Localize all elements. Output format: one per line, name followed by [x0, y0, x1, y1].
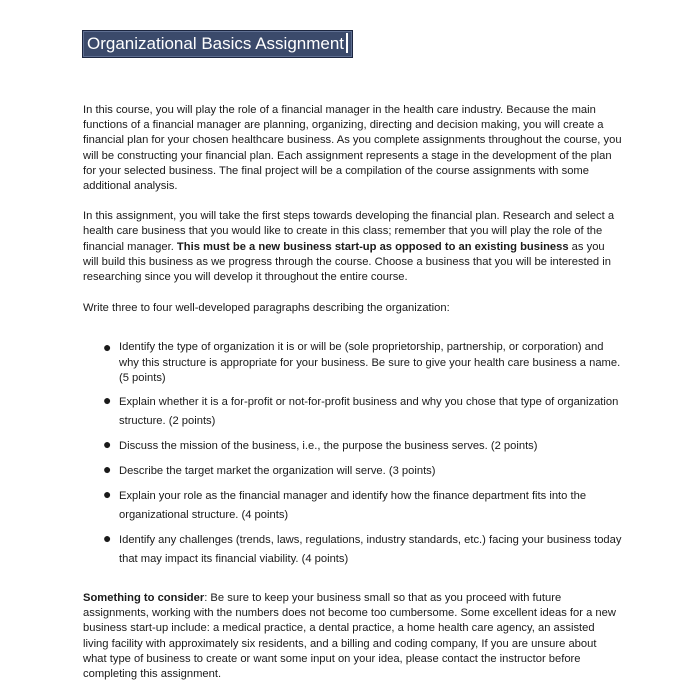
bullet-icon: ●	[103, 339, 112, 356]
list-item-text: Identify any challenges (trends, laws, regulations, industry standards, etc.) facing your business today that may impact its financial viability. (4 points)	[119, 533, 622, 565]
list-item	[83, 340, 623, 387]
document-title-text: Organizational Basics Assignment	[87, 34, 345, 53]
consider-text: : Be sure to keep your business small so that as you proceed with future assignments, working with the numbers does not become too cumbersome. Some excellent ideas for a new business start-up include: a medical practice, a dental practice, a home health care agency, an assisted living facility with approximately six residents, and a billing and coding company, If you are unsure about what type of business to create or want some input on your idea, please contact the instructor before completing this assignment.	[83, 591, 616, 680]
list-item-text: Explain whether it is a for-profit or not-for-profit business and why you chose that type of organization structure. (2 points)	[119, 395, 619, 427]
requirements-list	[83, 340, 623, 569]
bullet-icon: ●	[103, 435, 112, 452]
write-instruction: Write three to four well-developed paragraphs describing the organization:	[83, 302, 450, 315]
document-body	[83, 103, 623, 682]
assignment-bold-text: This must be a new business start-up as opposed to an existing business	[176, 240, 569, 253]
list-item-text: Describe the target market the organization will serve. (3 points)	[119, 464, 436, 477]
consider-label: Something to consider	[83, 591, 205, 604]
bullet-icon: ●	[103, 529, 112, 546]
consider-paragraph	[83, 591, 623, 682]
document-title	[82, 30, 353, 58]
bullet-icon: ●	[103, 460, 112, 477]
assignment-text-before: In this assignment, you will take the first steps towards developing the financial plan. Research and select a health care business that you would like to create in this class; remember that you will play the role of the financial manager.	[83, 210, 615, 253]
list-item-text: Explain your role as the financial manager and identify how the finance department fits into the organizational structure. (4 points)	[119, 489, 587, 521]
intro-paragraph: In this course, you will play the role of a financial manager in the health care industry. Because the main functions of a financial manager are planning, organizing, directing and decision making, you will create a financial plan for your chosen healthcare business. As you complete assignments throughout the course, you will be constructing your financial plan. Each assignment represents a stage in the development of the plan for your selected business. The final project will be a compilation of the course assignments with some additional analysis.	[83, 104, 622, 193]
assignment-paragraph	[83, 209, 623, 285]
list-item	[83, 437, 623, 456]
assignment-text-after: as you will build this business as we progress through the course. Choose a business that you will be interested in researching since you will develop it throughout the entire course.	[83, 240, 611, 284]
bullet-icon: ●	[103, 485, 112, 502]
list-item	[83, 393, 623, 431]
list-item-text: Identify the type of organization it is or will be (sole proprietorship, partnership, or corporation) and why this structure is appropriate for your business. Be sure to give your health care business a name. (5 points)	[119, 341, 621, 385]
list-item-text: Discuss the mission of the business, i.e., the purpose the business serves. (2 points)	[119, 439, 538, 452]
list-item	[83, 462, 623, 481]
list-item	[83, 531, 623, 569]
text-cursor	[346, 33, 348, 53]
list-item	[83, 487, 623, 525]
bullet-icon: ●	[103, 391, 112, 408]
